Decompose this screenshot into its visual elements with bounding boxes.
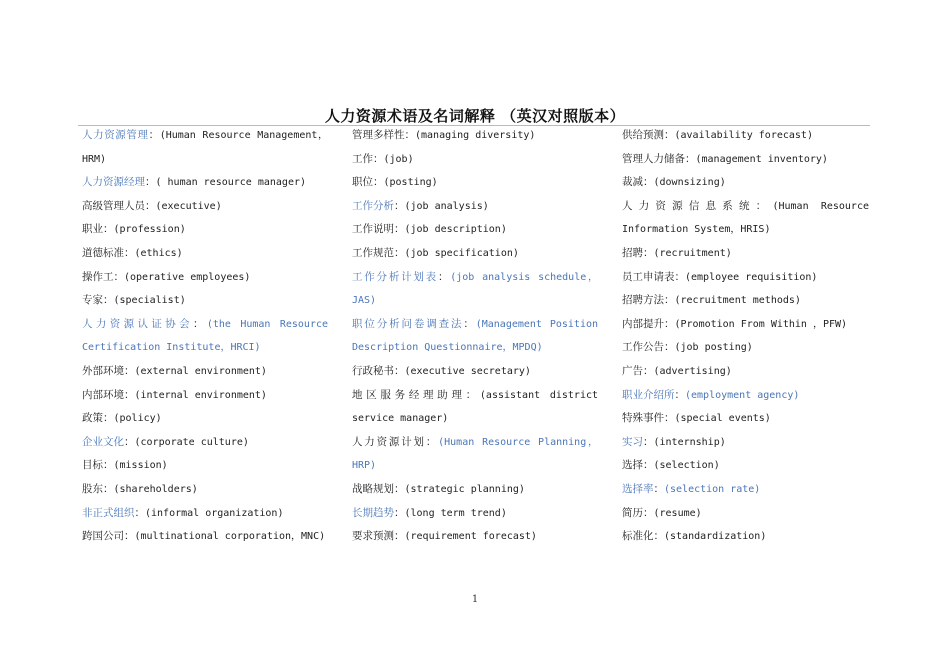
term-english: (job description)	[404, 224, 507, 236]
term-separator: ：	[193, 317, 207, 330]
term-english: (long term trend)	[404, 507, 507, 519]
term-chinese: 管理人力储备	[622, 152, 685, 165]
term-chinese: 员工申请表	[622, 270, 675, 283]
term-english: (multinational corporation，MNC)	[134, 531, 326, 543]
term-english: (recruitment methods)	[674, 295, 801, 307]
term-chinese: 人力资源计划	[352, 435, 426, 448]
glossary-entry	[622, 148, 869, 172]
term-separator: ：	[113, 270, 124, 283]
term-chinese: 工作规范	[352, 246, 394, 259]
term-chinese: 战略规划	[352, 482, 394, 495]
glossary-entry	[352, 195, 598, 219]
term-separator: ：	[373, 152, 384, 165]
glossary-entry	[82, 384, 328, 408]
glossary-column-1	[82, 124, 328, 549]
term-separator: ：	[643, 435, 654, 448]
term-chinese: 操作工	[82, 270, 114, 283]
glossary-entry	[82, 313, 328, 360]
term-separator: ：	[643, 246, 654, 259]
term-english: (availability forecast)	[674, 130, 813, 141]
term-chinese: 长期趋势	[352, 506, 394, 519]
glossary-entry	[352, 313, 598, 360]
glossary-entry	[622, 313, 869, 337]
term-separator: ：	[145, 199, 156, 212]
term-separator: ：	[674, 270, 685, 283]
glossary-entry	[82, 171, 328, 195]
glossary-entry	[82, 242, 328, 266]
glossary-entry	[82, 289, 328, 313]
glossary-entry	[82, 478, 328, 502]
term-english: (job posting)	[674, 342, 753, 354]
term-chinese: 职业	[82, 223, 103, 236]
term-separator: ：	[685, 152, 696, 165]
term-separator: ：	[373, 176, 384, 189]
term-english: (job)	[383, 153, 414, 165]
term-english: (job analysis schedule，JAS)	[352, 271, 599, 307]
term-separator: ：	[664, 294, 675, 307]
term-separator: ：	[145, 176, 156, 189]
term-english: (operative employees)	[124, 271, 251, 283]
term-chinese: 职位	[352, 176, 373, 189]
glossary-entry	[622, 407, 869, 431]
term-separator: ：	[674, 388, 685, 401]
term-chinese: 人力资源管理	[82, 129, 149, 141]
glossary-column-3	[622, 124, 869, 549]
term-english: (Human Resource Management，HRM)	[82, 130, 329, 165]
term-separator: ：	[124, 388, 135, 401]
term-chinese: 招聘方法	[622, 294, 664, 307]
term-english: (Management Position Description Questionnaire，MPDQ)	[352, 318, 598, 354]
term-english: (executive)	[155, 200, 222, 212]
term-chinese: 内部提升	[622, 317, 664, 330]
term-separator: ：	[463, 317, 476, 330]
term-separator: ：	[394, 199, 405, 212]
term-chinese: 简历	[622, 506, 643, 519]
document-title: 人力资源术语及名词解释 （英汉对照版本）	[324, 107, 626, 125]
term-chinese: 管理多样性	[352, 129, 405, 141]
term-english: (downsizing)	[653, 177, 726, 189]
term-chinese: 工作公告	[622, 341, 664, 354]
term-english: (recruitment)	[653, 247, 732, 259]
term-english: (shareholders)	[113, 483, 198, 495]
term-chinese: 工作	[352, 152, 373, 165]
term-separator: ：	[643, 506, 654, 519]
glossary-entry	[82, 431, 328, 455]
glossary-entry	[352, 525, 598, 549]
term-separator: ：	[643, 459, 654, 472]
term-chinese: 职位分析问卷调查法	[352, 317, 464, 330]
term-chinese: 要求预测	[352, 530, 394, 543]
term-chinese: 地区服务经理助理	[352, 388, 466, 401]
term-english: (executive secretary)	[404, 365, 531, 377]
term-separator: ：	[664, 412, 675, 425]
term-english: (informal organization)	[145, 507, 284, 519]
glossary-entry	[622, 195, 869, 242]
term-english: (corporate culture)	[134, 436, 249, 448]
term-separator: ：	[103, 223, 114, 236]
term-chinese: 专家	[82, 294, 103, 307]
term-separator: ：	[134, 506, 145, 519]
term-separator: ：	[653, 482, 664, 495]
term-chinese: 工作说明	[352, 223, 394, 236]
glossary-entry	[82, 454, 328, 478]
glossary-entry	[82, 266, 328, 290]
term-separator: ：	[124, 364, 135, 377]
term-separator: ：	[653, 530, 664, 543]
glossary-entry	[352, 124, 598, 148]
term-chinese: 选择	[622, 459, 643, 472]
term-english: (assistant district service manager)	[352, 389, 599, 425]
glossary-entry	[622, 478, 869, 502]
term-separator: ：	[664, 317, 675, 330]
term-chinese: 裁减	[622, 176, 643, 189]
term-separator: ：	[394, 530, 405, 543]
glossary-entry	[622, 502, 869, 526]
term-english: (external environment)	[134, 365, 267, 377]
term-english: (profession)	[113, 224, 186, 236]
glossary-entry	[82, 124, 328, 171]
term-english: ( human resource manager)	[155, 177, 307, 189]
term-english: (Human Resource Information System，HRIS)	[622, 200, 869, 236]
term-english: (strategic planning)	[404, 483, 525, 495]
term-chinese: 政策	[82, 412, 103, 425]
term-separator: ：	[394, 223, 405, 236]
glossary-entry	[352, 431, 598, 478]
term-english: (job specification)	[404, 247, 519, 259]
term-english: (selection)	[653, 460, 720, 472]
glossary-entry	[622, 124, 869, 148]
term-separator: ：	[394, 482, 405, 495]
term-chinese: 股东	[82, 482, 103, 495]
term-english: (selection rate)	[664, 483, 761, 495]
term-english: (posting)	[383, 177, 438, 189]
term-chinese: 工作分析	[352, 199, 394, 212]
term-separator: ：	[103, 294, 114, 307]
term-separator: ：	[755, 199, 773, 212]
glossary-entry	[622, 454, 869, 478]
term-english: (requirement forecast)	[404, 531, 537, 543]
term-english: (the Human Resource Certification Institute，HRCI)	[82, 318, 329, 354]
term-chinese: 实习	[622, 435, 643, 448]
term-chinese: 人力资源信息系统	[622, 199, 756, 212]
glossary-entry	[622, 431, 869, 455]
term-separator: ：	[103, 412, 114, 425]
term-english: (Promotion From Within ，PFW)	[674, 318, 848, 330]
term-chinese: 广告	[622, 364, 643, 377]
term-separator: ：	[437, 270, 451, 283]
term-chinese: 高级管理人员	[82, 199, 145, 212]
term-chinese: 特殊事件	[622, 412, 664, 425]
page-number: 1	[471, 594, 479, 605]
term-separator: ：	[425, 435, 439, 448]
glossary-entry	[352, 242, 598, 266]
term-separator: ：	[394, 246, 405, 259]
glossary-entry	[352, 360, 598, 384]
term-separator: ：	[643, 364, 654, 377]
glossary-entry	[82, 502, 328, 526]
glossary-entry	[352, 171, 598, 195]
glossary-entry	[82, 525, 328, 549]
term-english: (standardization)	[664, 531, 767, 543]
glossary-entry	[622, 266, 869, 290]
term-english: (specialist)	[113, 295, 186, 307]
term-chinese: 人力资源经理	[82, 176, 145, 189]
glossary-entry	[622, 360, 869, 384]
glossary-entry	[352, 218, 598, 242]
term-chinese: 工作分析计划表	[352, 270, 438, 283]
glossary-entry	[622, 384, 869, 408]
term-chinese: 跨国公司	[82, 530, 124, 543]
term-chinese: 企业文化	[82, 435, 124, 448]
glossary-entry	[352, 478, 598, 502]
term-chinese: 供给预测	[622, 129, 664, 141]
term-separator: ：	[465, 388, 480, 401]
term-chinese: 道德标准	[82, 246, 124, 259]
term-separator: ：	[664, 341, 675, 354]
glossary-entry	[352, 148, 598, 172]
glossary-entry	[352, 502, 598, 526]
term-english: (job analysis)	[404, 200, 489, 212]
glossary-entry	[622, 336, 869, 360]
term-chinese: 人力资源认证协会	[82, 317, 193, 330]
term-english: (management inventory)	[695, 153, 828, 165]
term-separator: ：	[124, 246, 135, 259]
term-english: (employee requisition)	[685, 271, 818, 283]
term-chinese: 选择率	[622, 482, 654, 495]
term-separator: ：	[124, 435, 135, 448]
glossary-entry	[622, 171, 869, 195]
term-chinese: 非正式组织	[82, 506, 135, 519]
term-chinese: 标准化	[622, 530, 654, 543]
term-english: (mission)	[113, 460, 168, 472]
glossary-entry	[352, 266, 598, 313]
glossary-entry	[622, 242, 869, 266]
term-english: (advertising)	[653, 365, 732, 377]
glossary-entry	[82, 360, 328, 384]
term-english: (internal environment)	[134, 389, 267, 401]
term-chinese: 目标	[82, 459, 103, 472]
term-separator: ：	[103, 459, 114, 472]
glossary-entry	[622, 525, 869, 549]
term-english: (policy)	[113, 413, 162, 425]
term-separator: ：	[394, 506, 405, 519]
term-separator: ：	[394, 364, 405, 377]
term-chinese: 行政秘书	[352, 364, 394, 377]
term-english: (managing diversity)	[415, 130, 536, 141]
glossary-entry	[352, 384, 598, 431]
glossary-entry	[82, 195, 328, 219]
term-english: (Human Resource Planning，HRP)	[352, 436, 599, 472]
term-english: (special events)	[674, 413, 771, 425]
term-english: (internship)	[653, 436, 726, 448]
term-separator: ：	[664, 129, 675, 141]
term-separator: ：	[643, 176, 654, 189]
glossary-entry	[622, 289, 869, 313]
glossary-entry	[82, 218, 328, 242]
term-english: (resume)	[653, 507, 702, 519]
term-separator: ：	[124, 530, 135, 543]
term-separator: ：	[404, 129, 415, 141]
term-chinese: 内部环境	[82, 388, 124, 401]
glossary-entry	[82, 407, 328, 431]
term-chinese: 外部环境	[82, 364, 124, 377]
glossary-column-2	[352, 124, 598, 549]
term-chinese: 职业介绍所	[622, 388, 675, 401]
term-chinese: 招聘	[622, 246, 643, 259]
term-english: (employment agency)	[685, 389, 800, 401]
term-separator: ：	[103, 482, 114, 495]
term-english: (ethics)	[134, 247, 183, 259]
term-separator: ：	[148, 129, 160, 141]
